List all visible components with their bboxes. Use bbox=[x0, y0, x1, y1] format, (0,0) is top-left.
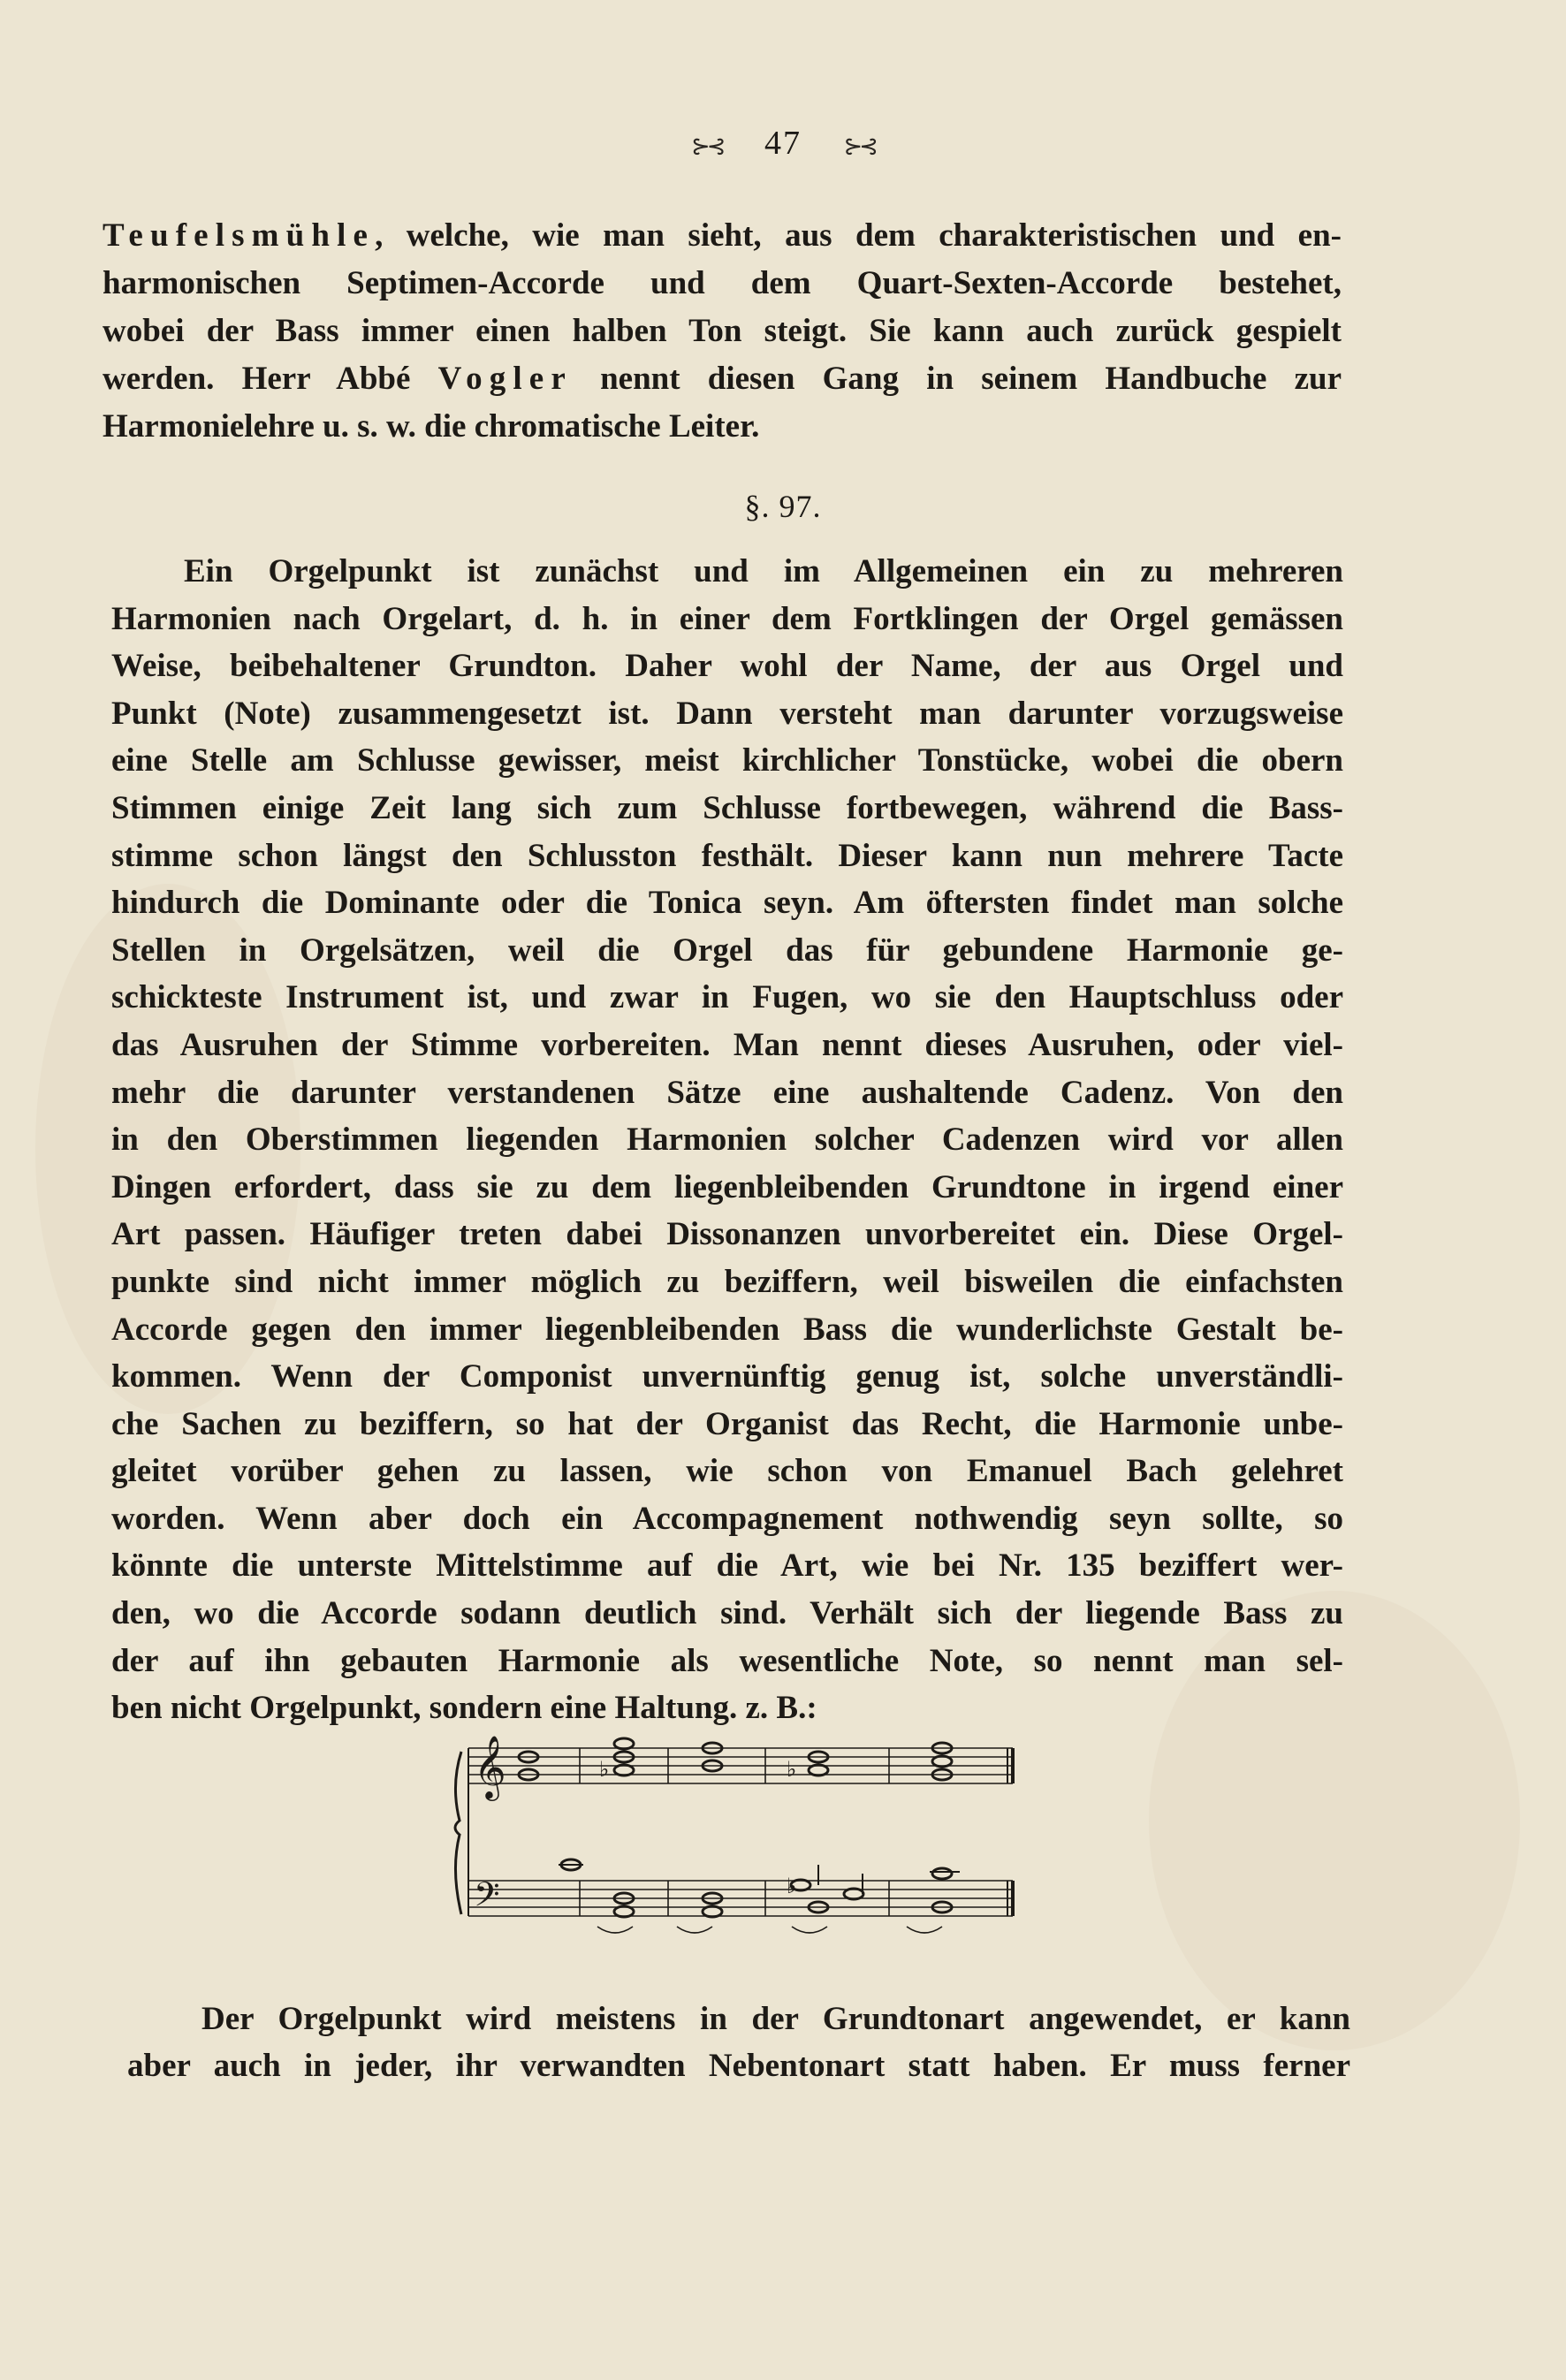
page-header bbox=[0, 124, 1566, 163]
text-line: aber auch in jeder, ihr verwandten Nebentonart statt haben. Er muss ferner bbox=[127, 2048, 1350, 2084]
text-line: das Ausruhen der Stimme vorbereiten. Man nennt dieses Ausruhen, oder viel- bbox=[111, 1026, 1343, 1063]
text-line: der auf ihn gebauten Harmonie als wesentliche Note, so nennt man sel- bbox=[111, 1642, 1343, 1679]
text-line: stimme schon längst den Schlusston festhält. Dieser kann nun mehrere Tacte bbox=[111, 837, 1343, 874]
text-line: Der Orgelpunkt wird meistens in der Grundtonart angewendet, er kann bbox=[201, 2001, 1350, 2037]
svg-text:𝄞: 𝄞 bbox=[474, 1734, 506, 1798]
paragraph-1 bbox=[103, 212, 1342, 451]
text-fragment: , welche, wie man sieht, aus dem charakteristischen und en- bbox=[375, 217, 1342, 254]
svg-text:♭: ♭ bbox=[599, 1757, 610, 1782]
text-line: che Sachen zu beziffern, so hat der Organist das Recht, die Harmonie unbe- bbox=[111, 1405, 1343, 1442]
paragraph-2 bbox=[111, 548, 1343, 1732]
text-line: ben nicht Orgelpunkt, sondern eine Haltung. z. B.: bbox=[111, 1690, 817, 1727]
text-line bbox=[103, 212, 1342, 260]
text-line: mehr die darunter verstandenen Sätze eine aushaltende Cadenz. Von den bbox=[111, 1074, 1343, 1111]
text-line: eine Stelle am Schlusse gewisser, meist kirchlicher Tonstücke, wobei die obern bbox=[111, 742, 1343, 779]
text-line: in den Oberstimmen liegenden Harmonien solcher Cadenzen wird vor allen bbox=[111, 1122, 1343, 1159]
text-fragment: nennt diesen Gang in seinem Handbuche zur bbox=[572, 361, 1342, 397]
text-line: worden. Wenn aber doch ein Accompagnement nothwendig seyn sollte, so bbox=[111, 1500, 1343, 1537]
section-heading: §. 97. bbox=[744, 489, 822, 524]
text-line: schickteste Instrument ist, und zwar in Fugen, wo sie den Hauptschluss oder bbox=[111, 979, 1343, 1016]
text-line: könnte die unterste Mittelstimme auf die Art, wie bei Nr. 135 beziffert wer- bbox=[111, 1547, 1343, 1585]
text-line: Art passen. Häufiger treten dabei Dissonanzen unvorbereitet ein. Diese Orgel- bbox=[111, 1216, 1343, 1253]
text-line: den, wo die Accorde sodann deutlich sind. Verhält sich der liegende Bass zu bbox=[111, 1595, 1343, 1632]
page-number: 47 bbox=[764, 125, 802, 162]
svg-text:♭: ♭ bbox=[787, 1757, 797, 1782]
text-line: Harmonien nach Orgelart, d. h. in einer dem Fortklingen der Orgel gemässen bbox=[111, 600, 1343, 637]
text-line: Ein Orgelpunkt ist zunächst und im Allgemeinen ein zu mehreren bbox=[184, 553, 1343, 589]
svg-text:𝄢: 𝄢 bbox=[474, 1874, 500, 1922]
ornament-right-icon: ⊱⊰ bbox=[843, 133, 876, 160]
music-score-icon bbox=[447, 1732, 1030, 1962]
text-line: hindurch die Dominante oder die Tonica seyn. Am öftersten findet man solche bbox=[111, 885, 1343, 922]
text-line: Stimmen einige Zeit lang sich zum Schlusse fortbewegen, während die Bass- bbox=[111, 789, 1343, 826]
text-line: harmonischen Septimen-Accorde und dem Quart-Sexten-Accorde bestehet, bbox=[103, 265, 1342, 301]
spaced-term: Teufelsmühle bbox=[103, 217, 376, 254]
ornament-left-icon: ⊱⊰ bbox=[690, 133, 723, 160]
spaced-term: Vogler bbox=[437, 361, 573, 397]
text-fragment: werden. Herr Abbé bbox=[103, 361, 438, 397]
paragraph-3 bbox=[127, 1996, 1350, 2089]
svg-text:♭: ♭ bbox=[787, 1874, 797, 1898]
text-line: gleitet vorüber gehen zu lassen, wie schon von Emanuel Bach gelehret bbox=[111, 1453, 1343, 1490]
text-line: Weise, beibehaltener Grundton. Daher wohl der Name, der aus Orgel und bbox=[111, 648, 1343, 685]
text-line: Punkt (Note) zusammengesetzt ist. Dann versteht man darunter vorzugsweise bbox=[111, 695, 1343, 732]
text-line: wobei der Bass immer einen halben Ton steigt. Sie kann auch zurück gespielt bbox=[103, 313, 1342, 349]
text-line: Accorde gegen den immer liegenbleibenden Bass die wunderlichste Gestalt be- bbox=[111, 1311, 1343, 1348]
text-line: Dingen erfordert, dass sie zu dem liegenbleibenden Grundtone in irgend einer bbox=[111, 1168, 1343, 1205]
text-line bbox=[103, 355, 1342, 403]
text-line: kommen. Wenn der Componist unvernünftig genug ist, solche unverständli- bbox=[111, 1358, 1343, 1395]
text-line: Stellen in Orgelsätzen, weil die Orgel das für gebundene Harmonie ge- bbox=[111, 931, 1343, 969]
text-line: Harmonielehre u. s. w. die chromatische Leiter. bbox=[103, 408, 760, 445]
text-line: punkte sind nicht immer möglich zu beziffern, weil bisweilen die einfachsten bbox=[111, 1263, 1343, 1300]
